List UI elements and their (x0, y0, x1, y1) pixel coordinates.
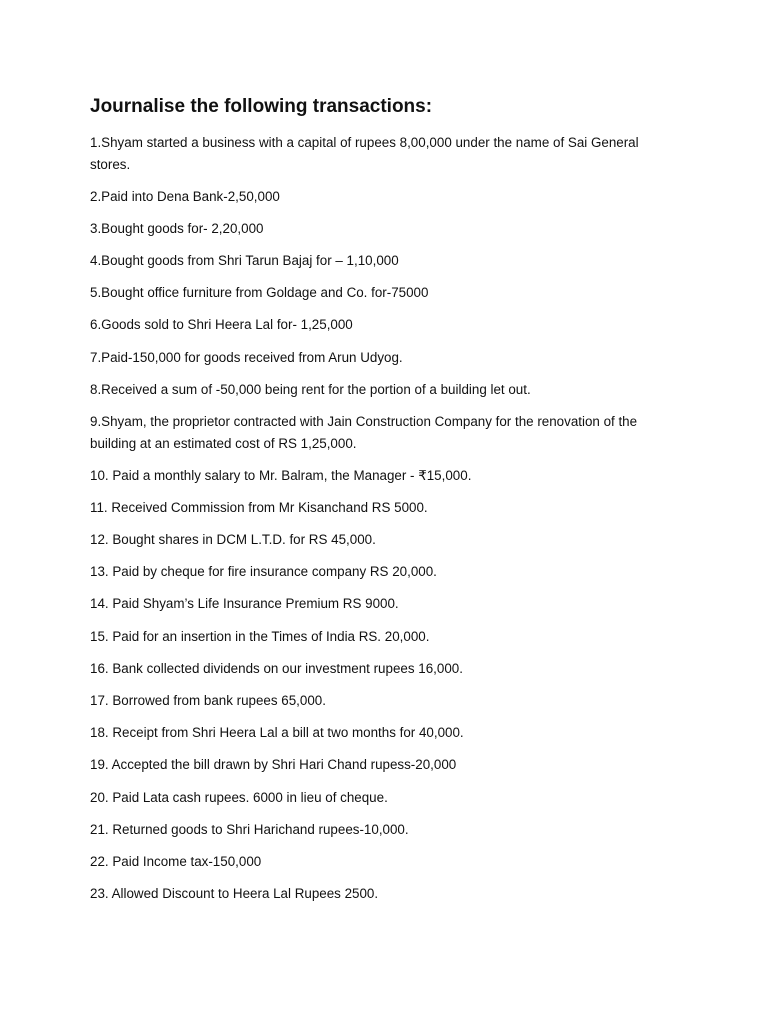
transaction-item: 13. Paid by cheque for fire insurance company RS 20,000. (90, 564, 437, 580)
transaction-item: 21. Returned goods to Shri Harichand rupees-10,000. (90, 821, 409, 837)
transaction-item: 10. Paid a monthly salary to Mr. Balram, the Manager - ₹15,000. (90, 467, 472, 483)
transaction-item: 14. Paid Shyam’s Life Insurance Premium RS 9000. (90, 596, 399, 612)
transaction-item: 5.Bought office furniture from Goldage and Co. for-75000 (90, 285, 429, 301)
transaction-item: 19. Accepted the bill drawn by Shri Hari Chand rupess-20,000 (90, 757, 457, 773)
transaction-item: 20. Paid Lata cash rupees. 6000 in lieu of cheque. (90, 789, 388, 805)
transaction-item: 22. Paid Income tax-150,000 (90, 853, 262, 869)
transaction-item: 2.Paid into Dena Bank-2,50,000 (90, 188, 280, 204)
transaction-item: 16. Bank collected dividends on our investment rupees 16,000. (90, 660, 463, 676)
transaction-list (90, 132, 680, 905)
transaction-item: 15. Paid for an insertion in the Times of India RS. 20,000. (90, 628, 430, 644)
page-title: Journalise the following transactions: (90, 96, 433, 117)
transaction-item: 1.Shyam started a business with a capital of rupees 8,00,000 under the name of Sai General stores. (90, 135, 639, 172)
transaction-item: 6.Goods sold to Shri Heera Lal for- 1,25,000 (90, 317, 353, 333)
transaction-item: 3.Bought goods for- 2,20,000 (90, 220, 264, 236)
transaction-item: 4.Bought goods from Shri Tarun Bajaj for – 1,10,000 (90, 253, 399, 269)
transaction-item: 17. Borrowed from bank rupees 65,000. (90, 693, 326, 708)
transaction-item: 12. Bought shares in DCM L.T.D. for RS 45,000. (90, 532, 376, 548)
transaction-item: 8.Received a sum of -50,000 being rent for the portion of a building let out. (90, 381, 531, 397)
transaction-item: 7.Paid-150,000 for goods received from Arun Udyog. (90, 349, 403, 365)
transaction-item: 18. Receipt from Shri Heera Lal a bill at two months for 40,000. (90, 725, 464, 741)
document-page (90, 94, 680, 915)
transaction-item: 23. Allowed Discount to Heera Lal Rupees 2500. (90, 886, 379, 902)
transaction-item: 11. Received Commission from Mr Kisanchand RS 5000. (90, 499, 428, 515)
transaction-item: 9.Shyam, the proprietor contracted with Jain Construction Company for the renovation of the building at an estimated cost of RS 1,25,000. (90, 414, 638, 451)
